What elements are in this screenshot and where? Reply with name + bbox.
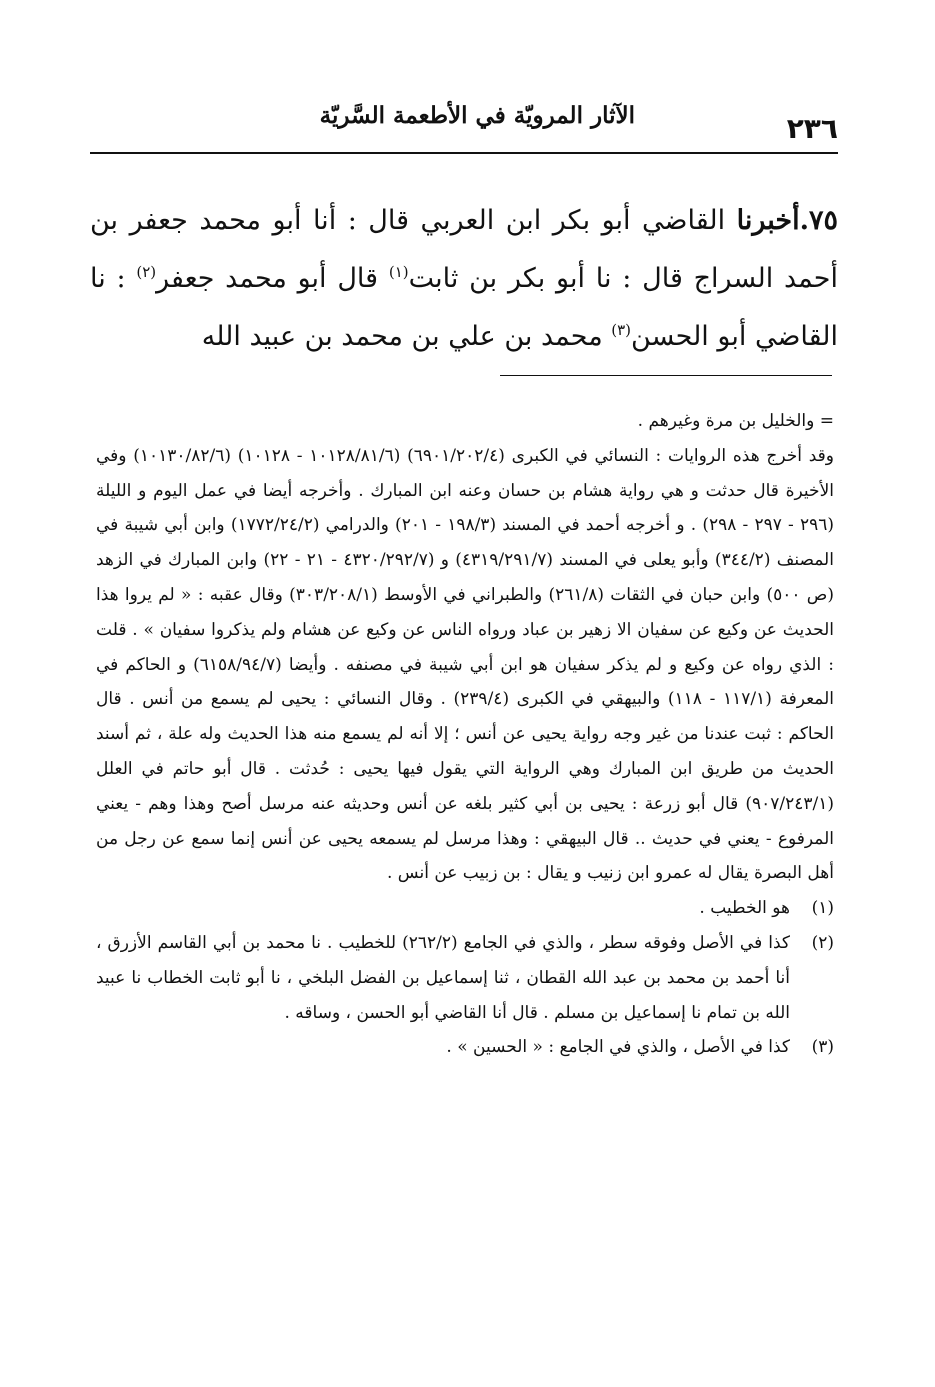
footnote-separator bbox=[500, 375, 832, 376]
main-paragraph bbox=[90, 192, 838, 366]
footnote-continuation-body: وقد أخرج هذه الروايات : النسائي في الكبرى (٦٩٠١/٢٠٢/٤) (١٠١٢٨/٨١/٦ - ١٠١٢٨) (١٠١٣٠/٨٢/٦) وفي الأخيرة قال حدثت و هي رواية هشام بن حسان وعنه ابن المبارك . وأخرجه أيضا في عمل اليوم و الليلة (٢٩٦ - ٢٩٧ - ٢٩٨) . و أخرجه أحمد في المسند (١٩٨/٣ - ٢٠١) والدرامي (١٧٧٢/٢٤/٢) وابن أبي شيبة في المصنف (٣٤٤/٢) وأبو يعلى في المسند (٤٣١٩/٢٩١/٧) و (٤٣٢٠/٢٩٢/٧ - ٢١ - ٢٢) وابن المبارك في الزهد (ص ٥٠٠) وابن حبان في الثقات (٢٦١/٨) والطبراني في الأوسط (٣٠٣/٢٠٨/١) وقال عقبه : « لم يروا هذا الحديث عن وكيع عن سفيان الا زهير بن عباد ورواه الناس عن وكيع عن هشام ولم يذكروا سفيان » . قلت : الذي رواه عن وكيع و لم يذكر سفيان هو ابن أبي شيبة في مصنفه . وأيضا (٦١٥٨/٩٤/٧) و الحاكم في المعرفة (١١٧/١ - ١١٨) والبيهقي في الكبرى (٢٣٩/٤) . وقال النسائي : يحيى لم يسمع من أنس . قال الحاكم : ثبت عندنا من غير وجه رواية يحيى عن أنس ؛ إلا أنه لم يسمع منه هذا الحديث وله علة ، ثم أسند الحديث من طريق ابن المبارك وهي الرواية التي يقول فيها يحيى : حُدثت . قال أبو حاتم في العلل (٩٠٧/٢٤٣/١) قال أبو زرعة : يحيى بن أبي كثير بلغه عن أنس وحديثه عنه مرسل أصح وهذا وهم - يعني المرفوع - يعني في حديث .. قال البيهقي : وهذا مرسل لم يسمعه يحيى عن أنس إنما سمع عن رجل من أهل البصرة يقال له عمرو ابن زنيب و يقال : بن زبيب عن أنس . bbox=[96, 445, 835, 884]
lead-word: أخبرنا bbox=[736, 205, 800, 236]
footnote-ref-3: (٣) bbox=[611, 321, 632, 339]
footnote-ref-2: (٢) bbox=[136, 263, 157, 281]
footnote-marker: (٣) bbox=[811, 1037, 834, 1058]
footnote-ref-1: (١) bbox=[388, 263, 409, 281]
main-text-part-4: محمد بن علي بن محمد بن عبيد الله bbox=[201, 321, 612, 352]
main-text-part-2: قال أبو محمد جعفر bbox=[156, 263, 389, 294]
page-header bbox=[90, 98, 838, 154]
footnote-3 bbox=[96, 1030, 834, 1065]
main-text-part-3: : نا القاضي أبو الحسن bbox=[90, 263, 838, 352]
running-title: الآثار المرويّة في الأطعمة السَّريّة bbox=[319, 102, 635, 129]
header-rule bbox=[90, 152, 838, 154]
footnote-text: هو الخطيب . bbox=[699, 898, 790, 919]
footnote-text: كذا في الأصل وفوقه سطر ، والذي في الجامع (٢٦٢/٢) للخطيب . نا محمد بن أبي القاسم الأزرق ، أنا أحمد بن محمد بن عبد الله القطان ، ثنا إسماعيل بن الفضل البلخي ، نا أبو ثابت الخطاب نا عبيد الله بن تمام نا إسماعيل بن مسلم . قال أنا القاضي أبو الحسن ، وساقه . bbox=[96, 932, 791, 1023]
footnote-1 bbox=[96, 891, 834, 926]
footnote-2 bbox=[96, 926, 834, 1030]
footnote-marker: (٢) bbox=[811, 932, 834, 953]
footnotes bbox=[96, 404, 834, 1065]
footnote-marker: (١) bbox=[811, 898, 834, 919]
footnote-continuation: = والخليل بن مرة وغيرهم . bbox=[637, 411, 834, 431]
page-number: ٢٣٦ bbox=[786, 112, 838, 145]
main-text bbox=[90, 192, 838, 366]
footnote-text: كذا في الأصل ، والذي في الجامع : « الحسين » . bbox=[446, 1037, 790, 1058]
entry-number: ٧٥. bbox=[799, 205, 838, 236]
main-text-part-1: القاضي أبو بكر ابن العربي قال : أنا أبو محمد جعفر بن أحمد السراج قال : نا أبو بكر بن ثابت bbox=[90, 205, 838, 294]
